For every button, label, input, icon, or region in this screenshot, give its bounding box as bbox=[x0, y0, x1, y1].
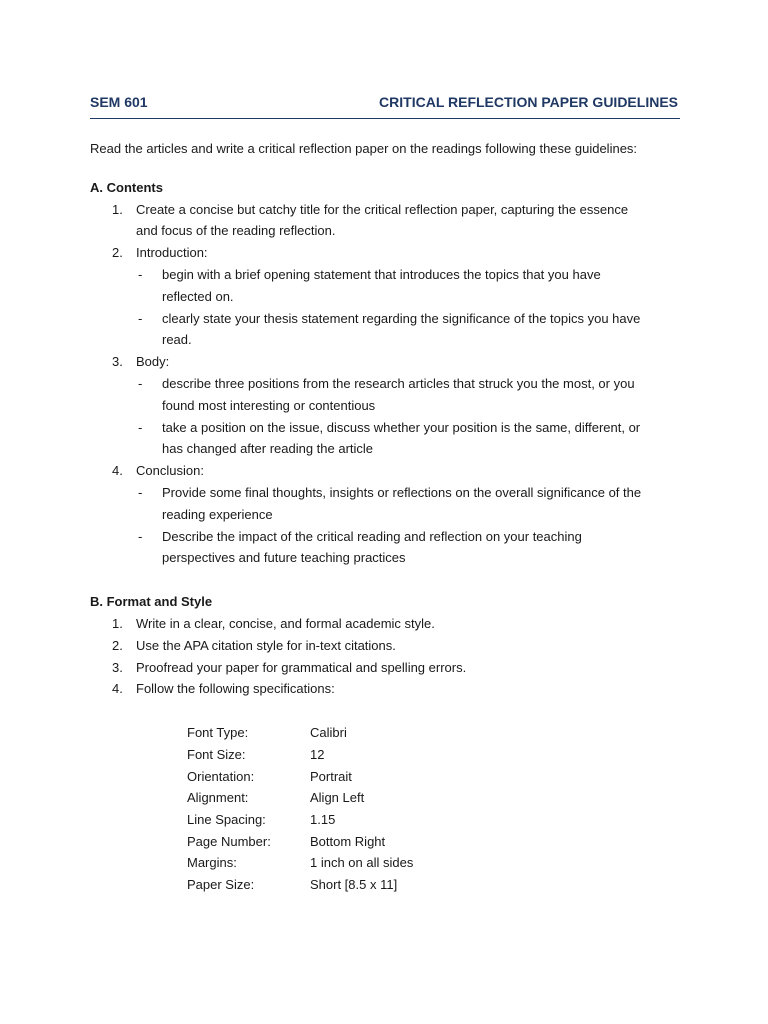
course-code: SEM 601 bbox=[90, 94, 148, 110]
spec-value: Align Left bbox=[310, 790, 365, 806]
item-text-line: Introduction: bbox=[136, 245, 208, 261]
bullet-dash: - bbox=[138, 528, 143, 544]
subitem-text-line: has changed after reading the article bbox=[162, 441, 374, 457]
spec-label: Orientation: bbox=[187, 768, 255, 784]
contents-item-2 bbox=[90, 242, 682, 264]
contents-item-4 bbox=[90, 460, 682, 482]
item-text-line: Use the APA citation style for in-text citations. bbox=[136, 637, 396, 653]
spec-value: 12 bbox=[310, 746, 325, 762]
subitem-text-line: describe three positions from the research articles that struck you the most, or you bbox=[162, 375, 635, 391]
spec-label: Font Type: bbox=[187, 725, 249, 741]
subitem-text-line: Provide some final thoughts, insights or reflections on the overall significance of the bbox=[162, 484, 642, 500]
item-text-line: and focus of the reading reflection. bbox=[136, 223, 336, 239]
subitem-text-line: perspectives and future teaching practices bbox=[162, 550, 406, 566]
section-a-heading: A. Contents bbox=[90, 179, 163, 195]
subitem-text-line: take a position on the issue, discuss whether your position is the same, different, or bbox=[162, 419, 641, 435]
bullet-dash: - bbox=[138, 375, 143, 391]
spec-row-orientation bbox=[90, 766, 682, 788]
item-number: 4. bbox=[112, 463, 123, 479]
intro-paragraph: Read the articles and write a critical reflection paper on the readings following these guidelines: bbox=[90, 141, 638, 156]
item-text-line: Follow the following specifications: bbox=[136, 681, 335, 697]
contents-item-1 bbox=[90, 199, 682, 243]
item-text-line: Body: bbox=[136, 354, 170, 370]
spec-row-page-number bbox=[90, 831, 682, 853]
section-b-heading: B. Format and Style bbox=[90, 594, 213, 610]
spec-value: 1.15 bbox=[310, 811, 336, 827]
section-spacer bbox=[90, 569, 682, 591]
item-text-line: Create a concise but catchy title for the critical reflection paper, capturing the essence bbox=[136, 201, 629, 217]
item-number: 1. bbox=[112, 201, 123, 217]
spec-value: Portrait bbox=[310, 768, 352, 784]
subitem-text-line: found most interesting or contentious bbox=[162, 397, 376, 413]
contents-subitem bbox=[90, 308, 682, 352]
format-item-4 bbox=[90, 678, 682, 700]
spec-value: 1 inch on all sides bbox=[310, 855, 414, 871]
spec-label: Line Spacing: bbox=[187, 811, 266, 827]
subitem-text-line: Describe the impact of the critical reading and reflection on your teaching bbox=[162, 528, 582, 544]
spec-label: Paper Size: bbox=[187, 876, 255, 892]
format-item-3 bbox=[90, 657, 682, 679]
page-header bbox=[90, 94, 680, 119]
format-item-2 bbox=[90, 635, 682, 657]
item-text-line: Conclusion: bbox=[136, 463, 204, 479]
spec-label: Page Number: bbox=[187, 833, 271, 849]
bullet-dash: - bbox=[138, 266, 143, 282]
subitem-text-line: reading experience bbox=[162, 506, 273, 522]
contents-subitem bbox=[90, 373, 682, 417]
spec-label: Alignment: bbox=[187, 790, 249, 806]
spec-row-margins bbox=[90, 852, 682, 874]
item-number: 3. bbox=[112, 354, 123, 370]
contents-subitem bbox=[90, 417, 682, 461]
item-text-line: Write in a clear, concise, and formal academic style. bbox=[136, 615, 435, 631]
bullet-dash: - bbox=[138, 419, 143, 435]
contents-subitem bbox=[90, 482, 682, 526]
document-body bbox=[90, 138, 682, 896]
format-item-1 bbox=[90, 613, 682, 635]
item-number: 1. bbox=[112, 615, 123, 631]
item-number: 4. bbox=[112, 681, 123, 697]
spec-label: Font Size: bbox=[187, 746, 246, 762]
spec-row-alignment bbox=[90, 787, 682, 809]
item-text-line: Proofread your paper for grammatical and spelling errors. bbox=[136, 659, 467, 675]
subitem-text-line: begin with a brief opening statement that introduces the topics that you have bbox=[162, 266, 601, 282]
contents-subitem bbox=[90, 264, 682, 308]
item-number: 2. bbox=[112, 637, 123, 653]
subitem-text-line: read. bbox=[162, 332, 192, 348]
subitem-text-line: clearly state your thesis statement regarding the significance of the topics you have bbox=[162, 310, 641, 326]
contents-subitem bbox=[90, 526, 682, 570]
spec-label: Margins: bbox=[187, 855, 237, 871]
document-title: CRITICAL REFLECTION PAPER GUIDELINES bbox=[379, 94, 678, 110]
spec-row-font-size bbox=[90, 744, 682, 766]
subitem-text-line: reflected on. bbox=[162, 288, 234, 304]
spec-row-line-spacing bbox=[90, 809, 682, 831]
spec-value: Short [8.5 x 11] bbox=[310, 876, 398, 892]
spec-row-paper-size bbox=[90, 874, 682, 896]
item-number: 3. bbox=[112, 659, 123, 675]
spec-row-font-type bbox=[90, 722, 682, 744]
spec-value: Bottom Right bbox=[310, 833, 386, 849]
specs-spacer bbox=[90, 700, 682, 722]
contents-item-3 bbox=[90, 351, 682, 373]
item-number: 2. bbox=[112, 245, 123, 261]
bullet-dash: - bbox=[138, 310, 143, 326]
spec-value: Calibri bbox=[310, 725, 347, 741]
bullet-dash: - bbox=[138, 484, 143, 500]
